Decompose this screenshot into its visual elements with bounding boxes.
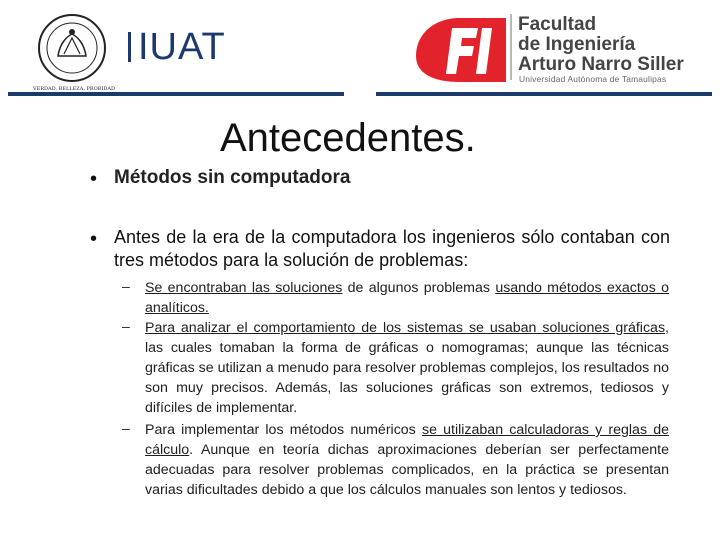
seal-caption: VERDAD, BELLEZA, PROBIDAD <box>33 86 116 92</box>
bullet-methods-heading: Métodos sin computadora <box>114 167 351 188</box>
sub-bullet-analytic <box>145 278 669 318</box>
fi-logo <box>412 12 512 90</box>
uat-logo-text: IUAT <box>138 26 226 68</box>
bullet-intro-text: Antes de la era de la computadora los ingenieros sólo contaban con tres métodos para la solución de problemas: <box>114 227 670 270</box>
underlined-phrase: usando métodos exactos o analíticos. <box>145 280 669 316</box>
dash-icon: – <box>122 420 130 436</box>
faculty-name-line1: Facultad <box>518 14 597 35</box>
uat-seal-logo <box>28 8 126 92</box>
slide-title: Antecedentes. <box>220 116 476 160</box>
header-rule-right <box>376 92 712 96</box>
sub-bullet-calculators <box>145 420 669 500</box>
plain-phrase: , las cuales tomaban la forma de gráficas o nomogramas; aunque las técnicas gráficas se utilizan a menudo para resolver problemas complejos, los resultados no son muy precisos. Además, las soluciones gráficas son extremos, tediosos y difíciles de implementar. <box>145 320 669 416</box>
dash-icon: – <box>122 318 130 334</box>
fi-divider <box>510 14 512 80</box>
bullet-icon: • <box>90 228 98 250</box>
plain-phrase: Para implementar los métodos numéricos <box>145 422 422 438</box>
uat-separator-bar <box>128 32 131 62</box>
dash-icon: – <box>122 278 130 294</box>
sub-bullet-graphic <box>145 318 669 418</box>
faculty-name-line2: de Ingeniería <box>518 34 636 55</box>
underlined-phrase: Para analizar el comportamiento de los sistemas se usaban soluciones gráficas <box>145 320 666 336</box>
plain-phrase: . Aunque en teoría dichas aproximaciones deberían ser perfectamente adecuadas para resolver problemas complicados, en la práctica se presentan varias dificultades debido a que los cálculos manuales son lentos y tediosos. <box>145 442 669 498</box>
faculty-name-line3: Arturo Narro Siller <box>518 54 684 75</box>
header-rule-left <box>8 92 344 96</box>
plain-phrase: de algunos problemas <box>342 280 496 296</box>
underlined-phrase: se utilizaban calculadoras y reglas de cálculo <box>145 422 670 458</box>
underlined-phrase: Se encontraban las soluciones <box>145 280 343 296</box>
bullet-icon: • <box>90 168 98 190</box>
university-name: Universidad Autónoma de Tamaulipas <box>519 74 667 84</box>
